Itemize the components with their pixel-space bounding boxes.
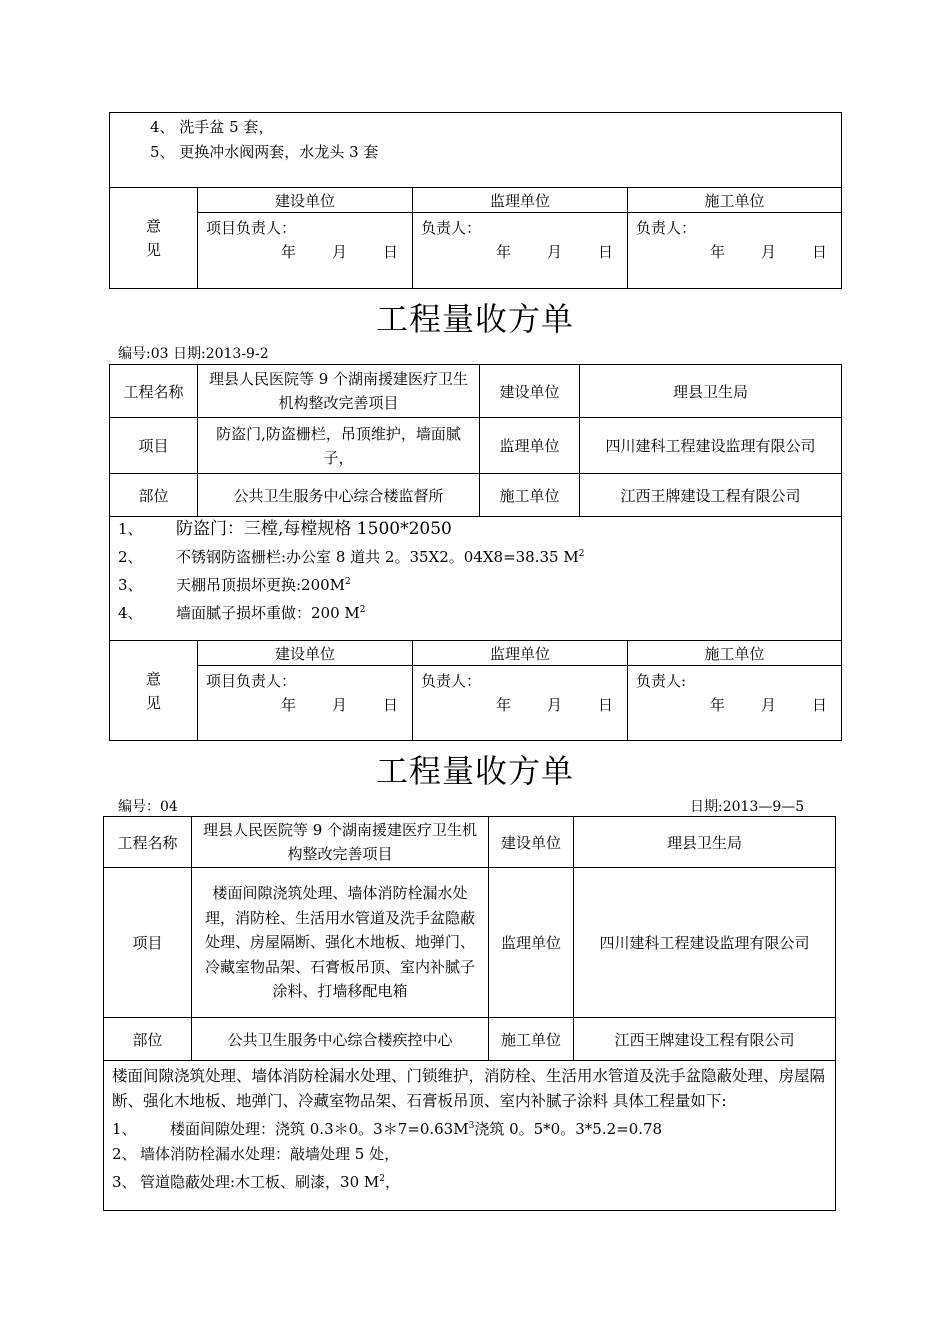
contractor-value: 江西王牌建设工程有限公司: [574, 1018, 836, 1061]
contractor-opinion-cell: [628, 666, 842, 741]
header-owner: 建设单位: [198, 188, 413, 213]
supervisor-value: 四川建科工程建设监理有限公司: [580, 418, 842, 474]
supervisor-date: 年 月 日: [495, 696, 613, 714]
detail-line: 4、 墙面腻子损坏重做：200 $M^2$: [118, 604, 366, 622]
header-owner: 建设单位: [198, 641, 413, 666]
contractor-signer: 负责人:: [636, 672, 687, 690]
contractor-value: 江西王牌建设工程有限公司: [580, 474, 842, 517]
project-name-value: 理县人民医院等 9 个湖南援建医疗卫生机构整改完善项目: [198, 365, 480, 418]
owner-date: 年 月 日: [280, 243, 398, 261]
detail-line: 3、 天棚吊顶损坏更换$:200M^2$: [118, 576, 351, 594]
owner-value: 理县卫生局: [574, 817, 836, 868]
section3-table: [103, 816, 836, 1211]
section3-title: 工程量收方单: [375, 752, 574, 790]
owner-value: 理县卫生局: [580, 365, 842, 418]
detail-line: 3、 管道隐蔽处理:木工板、刷漆，30 $M^2$，: [112, 1173, 401, 1191]
supervisor-value: 四川建科工程建设监理有限公司: [574, 868, 836, 1018]
contractor-date: 年 月 日: [709, 243, 827, 261]
header-supervisor: 监理单位: [413, 641, 628, 666]
item-label: 项目: [104, 868, 192, 1018]
part-value: 公共卫生服务中心综合楼监督所: [198, 474, 480, 517]
section1-content: [110, 113, 842, 188]
contractor-signer: 负责人：: [636, 219, 697, 237]
contractor-date: 年 月 日: [709, 696, 827, 714]
detail-line: 2、 不锈钢防盗栅栏:办公室 8 道共 2。35X2。04X8=38.35 $M^2$: [118, 548, 585, 566]
item-label: 项目: [110, 418, 198, 474]
detail-line: 1、 楼面间隙处理：浇筑 0.3＊0。$3*7=0.63M^3$浇筑 0。5*0。3*5.2=0.78: [112, 1120, 663, 1138]
project-name-value: 理县人民医院等 9 个湖南援建医疗卫生机构整改完善项目: [192, 817, 489, 868]
supervisor-opinion-cell: [413, 666, 628, 741]
section2-details: [110, 517, 842, 641]
owner-label: 建设单位: [480, 365, 580, 418]
header-supervisor: 监理单位: [413, 188, 628, 213]
supervisor-date: 年 月 日: [495, 243, 613, 261]
contractor-opinion-cell: [628, 213, 842, 289]
item-value: 防盗门,防盗栅栏，吊顶维护，墙面腻子，: [198, 418, 480, 474]
detail-line: 2、 墙体消防栓漏水处理：敲墙处理 5 处，: [112, 1145, 400, 1163]
header-contractor: 施工单位: [628, 188, 842, 213]
supervisor-opinion-cell: [413, 213, 628, 289]
section1-table: [109, 112, 842, 289]
project-name-label: 工程名称: [110, 365, 198, 418]
section1-line-5: 5、 更换冲水阀两套，水龙头 3 套: [150, 143, 379, 161]
details-intro: 楼面间隙浇筑处理、墙体消防栓漏水处理、门锁维护，消防栓、生活用水管道及洗手盆隐蔽处理、房屋隔断、强化木地板、地弹门、冷藏室物品架、石膏板吊顶、室内补腻子涂料 具体工程量如下:: [112, 1067, 826, 1110]
header-contractor: 施工单位: [628, 641, 842, 666]
section2-table: [109, 364, 842, 741]
section2-title: 工程量收方单: [375, 300, 574, 338]
owner-signer: 项目负责人：: [206, 672, 297, 690]
detail-line: 1、 防盗门：三樘,每樘规格 1500*2050: [118, 519, 452, 539]
part-value: 公共卫生服务中心综合楼疾控中心: [192, 1018, 489, 1061]
owner-signer: 项目负责人：: [206, 219, 297, 237]
owner-label: 建设单位: [489, 817, 574, 868]
owner-opinion-cell: [198, 666, 413, 741]
section3-meta-date: 日期:2013—9—5: [690, 799, 805, 815]
project-name-label: 工程名称: [104, 817, 192, 868]
owner-opinion-cell: [198, 213, 413, 289]
opinion-label: 意 见: [110, 188, 198, 289]
section1-line-4: 4、 洗手盆 5 套，: [150, 118, 274, 136]
contractor-label: 施工单位: [480, 474, 580, 517]
item-value: 楼面间隙浇筑处理、墙体消防栓漏水处理，消防栓、生活用水管道及洗手盆隐蔽处理、房屋隔断、强化木地板、地弹门、冷藏室物品架、石膏板吊顶、室内补腻子涂料、打墙移配电箱: [192, 868, 489, 1018]
supervisor-label: 监理单位: [489, 868, 574, 1018]
supervisor-signer: 负责人：: [421, 219, 482, 237]
owner-date: 年 月 日: [280, 696, 398, 714]
section2-meta: 编号:03 日期:2013-9-2: [118, 346, 269, 362]
part-label: 部位: [104, 1018, 192, 1061]
contractor-label: 施工单位: [489, 1018, 574, 1061]
supervisor-signer: 负责人：: [421, 672, 482, 690]
part-label: 部位: [110, 474, 198, 517]
opinion-label: 意 见: [110, 641, 198, 741]
supervisor-label: 监理单位: [480, 418, 580, 474]
section3-details: [104, 1061, 836, 1211]
section3-meta-number: 编号：04: [118, 799, 178, 815]
